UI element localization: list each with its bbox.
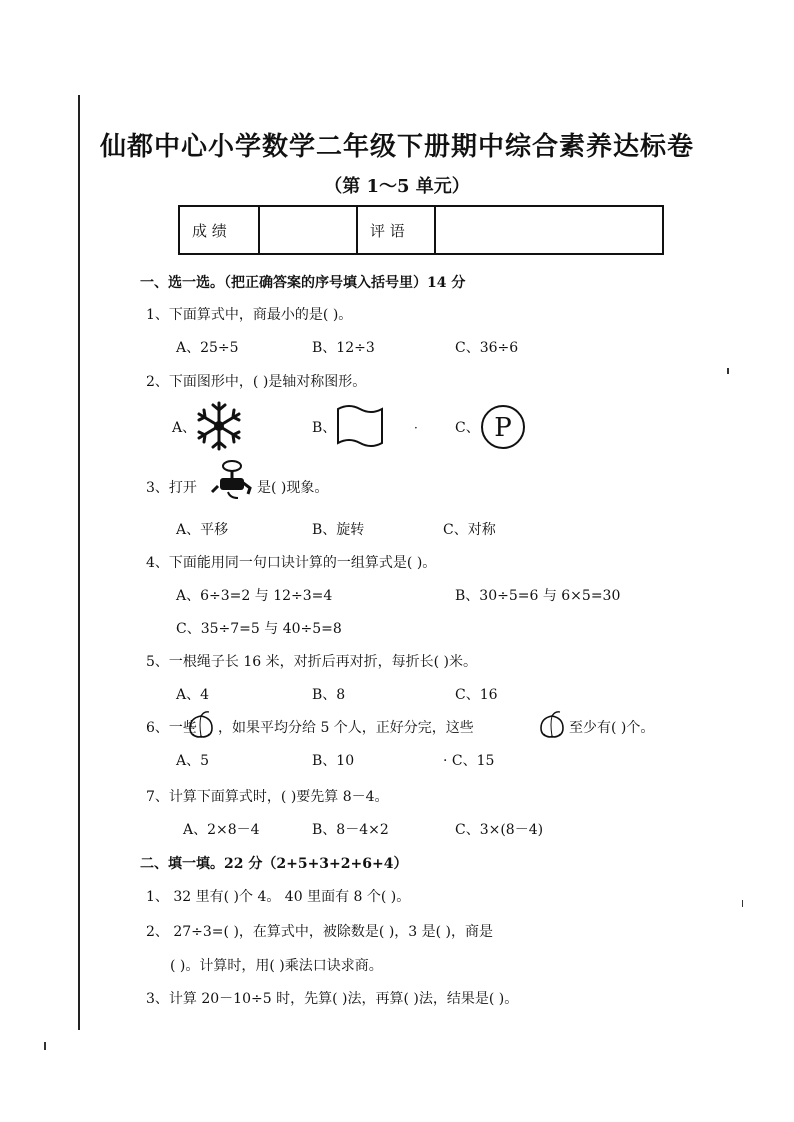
q2-option-c[interactable]: C、 xyxy=(455,420,480,436)
q3-option-b[interactable]: B、旋转 xyxy=(312,522,365,538)
q1-option-c[interactable]: C、36÷6 xyxy=(455,340,519,356)
q7-option-a[interactable]: A、2×8－4 xyxy=(183,822,260,838)
q1-stem: 1、下面算式中，商最小的是( )。 xyxy=(146,307,353,323)
q5-option-c[interactable]: C、16 xyxy=(455,687,498,703)
scan-speck xyxy=(44,1042,46,1050)
q5-option-b[interactable]: B、8 xyxy=(312,687,346,703)
snowflake-icon xyxy=(193,400,245,452)
faucet-icon xyxy=(208,458,254,502)
comment-label: 评 语 xyxy=(357,206,435,254)
q3-stem-post: 是( )现象。 xyxy=(257,480,329,496)
q7-option-c[interactable]: C、3×(8－4) xyxy=(455,822,544,838)
q4-option-a[interactable]: A、6÷3=2 与 12÷3=4 xyxy=(176,588,333,604)
q7-option-b[interactable]: B、8－4×2 xyxy=(312,822,389,838)
q6-stem-a: 6、一些 xyxy=(146,720,197,736)
peach-icon xyxy=(537,710,567,740)
scan-speck xyxy=(727,368,729,374)
flag-shape-icon xyxy=(335,403,385,451)
page-title: 仙都中心小学数学二年级下册期中综合素养达标卷 xyxy=(99,132,694,162)
comment-value-cell[interactable] xyxy=(435,206,663,254)
q4-stem: 4、下面能用同一句口诀计算的一组算式是( )。 xyxy=(146,555,437,571)
scan-mark: · xyxy=(414,421,418,435)
page-subtitle: （第 1～5 单元） xyxy=(324,176,470,197)
section2-heading: 二、填一填。22 分（2+5+3+2+6+4） xyxy=(140,856,408,872)
q6-option-a[interactable]: A、5 xyxy=(176,753,210,769)
q6-option-c[interactable]: · C、15 xyxy=(443,753,495,769)
q7-stem: 7、计算下面算式时，( )要先算 8－4。 xyxy=(146,789,389,805)
q6-stem-b: ，如果平均分给 5 个人，正好分完，这些 xyxy=(218,720,474,736)
section1-heading: 一、选一选。（把正确答案的序号填入括号里）14 分 xyxy=(140,275,466,291)
q3-stem-pre: 3、打开 xyxy=(146,480,197,496)
q5-stem: 5、一根绳子长 16 米，对折后再对折，每折长( )米。 xyxy=(146,654,477,670)
q5-option-a[interactable]: A、4 xyxy=(176,687,210,703)
score-label: 成 绩 xyxy=(179,206,259,254)
q1-option-b[interactable]: B、12÷3 xyxy=(312,340,375,356)
q3-option-c[interactable]: C、对称 xyxy=(443,522,496,538)
q1-option-a[interactable]: A、25÷5 xyxy=(176,340,239,356)
peach-icon xyxy=(186,710,216,740)
margin-line xyxy=(78,95,80,1030)
fill-q3[interactable]: 3、计算 20－10÷5 时，先算( )法，再算( )法，结果是( )。 xyxy=(146,991,519,1007)
fill-q2-line2[interactable]: ( )。计算时，用( )乘法口诀求商。 xyxy=(170,958,383,974)
score-table xyxy=(178,205,664,255)
circled-p-letter: P xyxy=(494,413,512,443)
q4-option-c[interactable]: C、35÷7=5 与 40÷5=8 xyxy=(176,621,342,637)
scan-speck xyxy=(742,900,743,907)
fill-q1[interactable]: 1、 32 里有( )个 4。 40 里面有 8 个( )。 xyxy=(146,889,411,905)
q6-stem-c: 至少有( )个。 xyxy=(569,720,655,736)
q4-option-b[interactable]: B、30÷5=6 与 6×5=30 xyxy=(455,588,621,604)
q2-option-a[interactable]: A、 xyxy=(172,420,197,436)
q6-option-b[interactable]: B、10 xyxy=(312,753,355,769)
q3-option-a[interactable]: A、平移 xyxy=(176,522,229,538)
fill-q2-line1[interactable]: 2、 27÷3=( )，在算式中，被除数是( )，3 是( )，商是 xyxy=(146,924,494,940)
q2-stem: 2、下面图形中，( )是轴对称图形。 xyxy=(146,374,367,390)
q2-option-b[interactable]: B、 xyxy=(312,420,337,436)
score-value-cell[interactable] xyxy=(259,206,357,254)
circled-p-icon xyxy=(480,404,526,450)
